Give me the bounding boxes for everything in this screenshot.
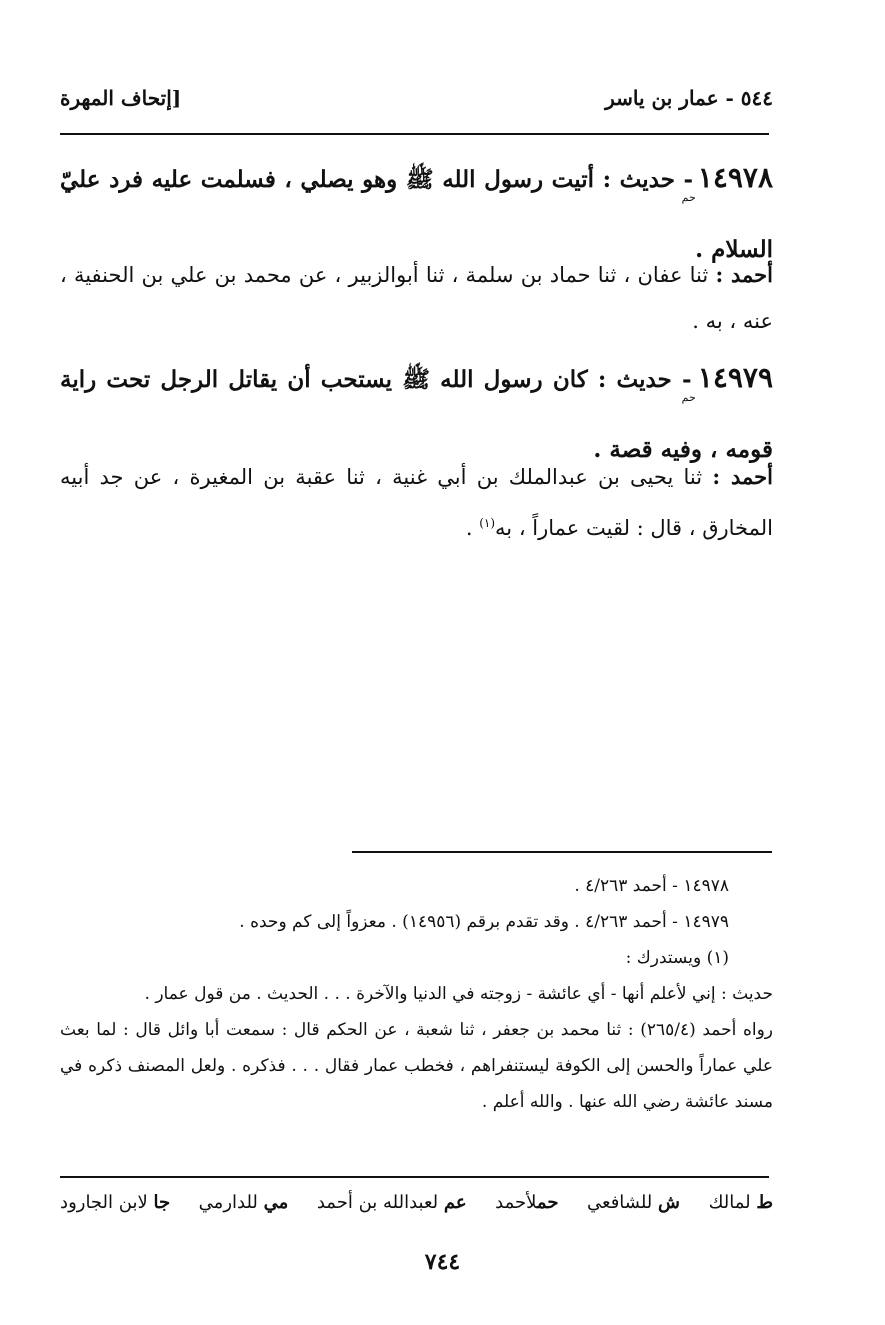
footnote-line: (١) ويستدرك : (625, 948, 729, 968)
header-chapter-title: ٥٤٤ - عمار بن ياسر (605, 86, 773, 110)
abbreviation-item: ش للشافعي (587, 1192, 681, 1213)
running-header (60, 86, 773, 116)
hadith-number: ١٤٩٧٩ (697, 361, 773, 394)
isnad-paragraph (60, 454, 773, 551)
footnotes (60, 868, 773, 1120)
footnote-line: ١٤٩٧٩ - أحمد ٤/٢٦٣ . وقد تقدم برقم (١٤٩٥٦) . معزواً إلى كم وحده . (239, 912, 729, 932)
abbreviation-item: مي للدارمي (198, 1192, 289, 1213)
page-number: ٧٤٤ (424, 1249, 461, 1275)
hadith-text: - حديث : أتيت رسول الله ﷺ وهو يصلي ، فسلمت عليه فرد عليّ السلام . (60, 166, 773, 263)
abbreviation-item: جا لابن الجارود (60, 1192, 171, 1213)
source-tag: حم (681, 391, 696, 404)
abbreviation-item: ط لمالك (708, 1192, 773, 1213)
isnad-paragraph (60, 252, 773, 344)
footnote-line: ١٤٩٧٨ - أحمد ٤/٢٦٣ . (574, 876, 729, 896)
isnad-text: ثنا عفان ، ثنا حماد بن سلمة ، ثنا أبوالزبير ، عن محمد بن علي بن الحنفية ، عنه ، به . (60, 263, 773, 333)
abbreviations-rule (60, 1176, 769, 1178)
isnad-source: أحمد : (712, 464, 773, 489)
source-tag: حم (681, 191, 696, 204)
abbreviation-item: حملأحمد (495, 1192, 559, 1213)
abbreviation-item: عم لعبدالله بن أحمد (316, 1192, 467, 1213)
isnad-end: . (465, 516, 480, 540)
abbreviations-legend (60, 1192, 773, 1213)
hadith-text: - حديث : كان رسول الله ﷺ يستحب أن يقاتل الرجل تحت راية قومه ، وفيه قصة . (60, 366, 773, 463)
footnote-paragraph: حديث : إني لأعلم أنها - أي عائشة - زوجته في الدنيا والآخرة . . . الحديث . من قول عمار . (144, 984, 773, 1004)
footnote-rule (352, 851, 772, 853)
footnote-paragraph: رواه أحمد (٢٦٥/٤) : ثنا محمد بن جعفر ، ثنا شعبة ، عن الحكم قال : سمعت أبا وائل قال : لما بعث علي عماراً والحسن إلى الكوفة ليستنفراهم ، فخطب عمار فقال . . . فذكره . ولعل المصنف ذكره في مسند عائشة رضي الله عنها . والله أعلم . (60, 1020, 773, 1112)
footnote-marker: (١) (479, 516, 496, 530)
hadith-number: ١٤٩٧٨ (697, 161, 773, 194)
isnad-text: ثنا يحيى بن عبدالملك بن أبي غنية ، ثنا عقبة بن المغيرة ، عن جد أبيه المخارق ، قال : لقيت عماراً ، به (60, 465, 773, 540)
header-book-title: [إتحاف المهرة (60, 86, 182, 110)
header-rule (60, 133, 769, 135)
isnad-source: أحمد : (715, 262, 773, 287)
